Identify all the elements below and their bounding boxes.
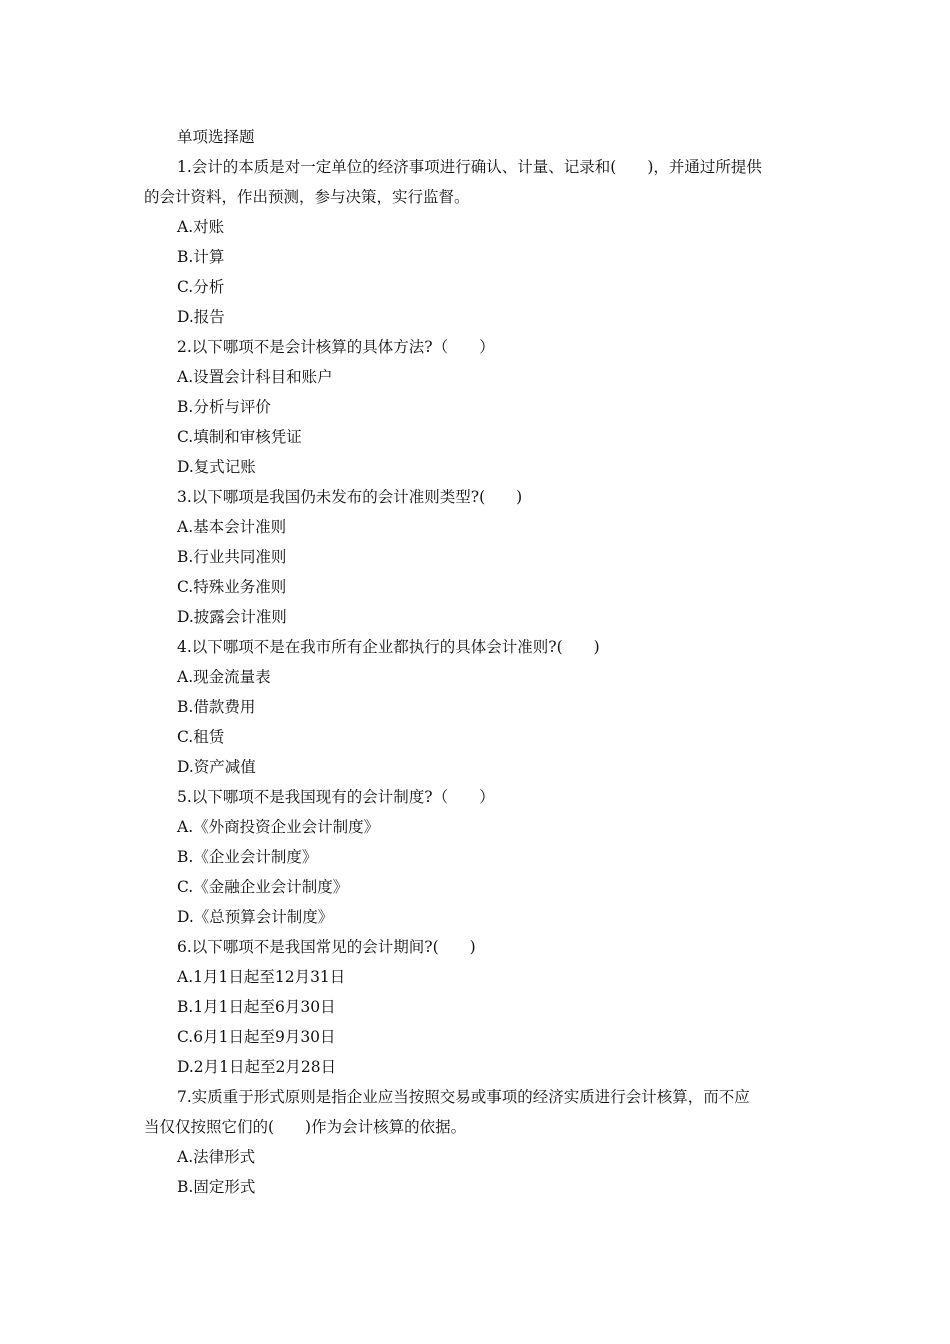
option-c: C.6月1日起至9月30日 [177, 1028, 336, 1046]
question-4 [144, 632, 809, 782]
question-stem: 4.以下哪项不是在我市所有企业都执行的具体会计准则?( ) [177, 638, 600, 656]
option-c: C.分析 [177, 278, 225, 296]
option-a: A.设置会计科目和账户 [177, 368, 333, 386]
option-c: C.填制和审核凭证 [177, 428, 302, 446]
section-title: 单项选择题 [177, 128, 255, 146]
question-stem: 6.以下哪项不是我国常见的会计期间?( ) [177, 938, 476, 956]
option-a: A.1月1日起至12月31日 [177, 968, 346, 986]
option-d: D.报告 [177, 308, 225, 326]
question-3 [144, 482, 809, 632]
question-stem: 7.实质重于形式原则是指企业应当按照交易或事项的经济实质进行会计核算，而不应 [177, 1088, 750, 1106]
option-a: A.基本会计准则 [177, 518, 287, 536]
option-b: B.《企业会计制度》 [177, 848, 318, 866]
option-c: C.《金融企业会计制度》 [177, 878, 349, 896]
question-1 [144, 152, 809, 332]
document-content [144, 122, 809, 1202]
option-c: C.租赁 [177, 728, 225, 746]
option-b: B.固定形式 [177, 1178, 256, 1196]
option-b: B.分析与评价 [177, 398, 271, 416]
question-stem: 1.会计的本质是对一定单位的经济事项进行确认、计量、记录和( )，并通过所提供 [177, 158, 762, 176]
option-d: D.《总预算会计制度》 [177, 908, 334, 926]
option-c: C.特殊业务准则 [177, 578, 287, 596]
option-a: A.法律形式 [177, 1148, 256, 1166]
option-a: A.对账 [177, 218, 225, 236]
question-stem-continuation: 当仅仅按照它们的( )作为会计核算的依据。 [144, 1118, 467, 1136]
option-d: D.资产减值 [177, 758, 256, 776]
option-d: D.复式记账 [177, 458, 256, 476]
question-2 [144, 332, 809, 482]
option-b: B.行业共同准则 [177, 548, 287, 566]
option-a: A.现金流量表 [177, 668, 271, 686]
question-5 [144, 782, 809, 932]
option-d: D.披露会计准则 [177, 608, 287, 626]
option-b: B.1月1日起至6月30日 [177, 998, 336, 1016]
option-b: B.计算 [177, 248, 225, 266]
question-6 [144, 932, 809, 1082]
question-stem: 5.以下哪项不是我国现有的会计制度?（ ） [177, 788, 495, 806]
question-stem-continuation: 的会计资料，作出预测，参与决策，实行监督。 [144, 188, 470, 206]
option-a: A.《外商投资企业会计制度》 [177, 818, 380, 836]
question-stem: 2.以下哪项不是会计核算的具体方法?（ ） [177, 338, 495, 356]
option-d: D.2月1日起至2月28日 [177, 1058, 337, 1076]
question-stem: 3.以下哪项是我国仍未发布的会计准则类型?( ) [177, 488, 523, 506]
option-b: B.借款费用 [177, 698, 256, 716]
question-7 [144, 1082, 809, 1202]
